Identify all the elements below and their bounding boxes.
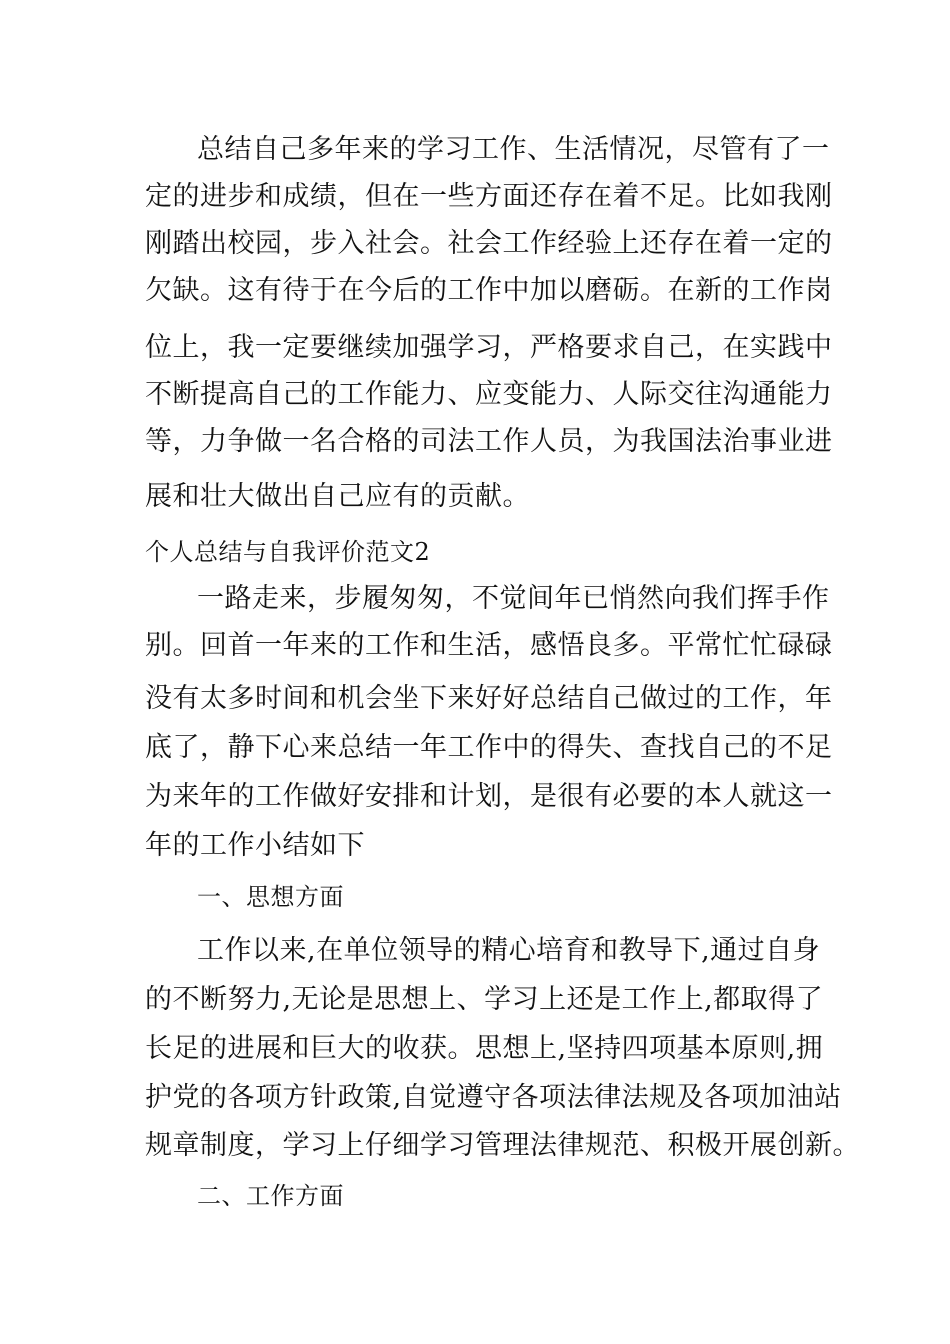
paragraph-line: 欠缺。这有待于在今后的工作中加以磨砺。在新的工作岗 <box>145 275 833 306</box>
paragraph-line: 长足的进展和巨大的收获。思想上,坚持四项基本原则,拥 <box>145 1033 824 1064</box>
paragraph-line: 位上，我一定要继续加强学习，严格要求自己，在实践中 <box>145 332 833 363</box>
paragraph-line: 一路走来，步履匆匆，不觉间年已悄然向我们挥手作 <box>197 583 830 614</box>
paragraph-line: 为来年的工作做好安排和计划，是很有必要的本人就这一 <box>145 781 833 812</box>
paragraph-line: 等，力争做一名合格的司法工作人员，为我国法治事业进 <box>145 426 833 457</box>
section-title: 个人总结与自我评价范文2 <box>145 538 431 566</box>
paragraph-line: 刚踏出校园，步入社会。社会工作经验上还存在着一定的 <box>145 228 833 259</box>
paragraph-line: 年的工作小结如下 <box>145 830 365 861</box>
subheading-work: 二、工作方面 <box>197 1182 344 1210</box>
paragraph-line: 底了，静下心来总结一年工作中的得失、查找自己的不足 <box>145 732 833 763</box>
paragraph-line: 的不断努力,无论是思想上、学习上还是工作上,都取得了 <box>145 984 824 1015</box>
paragraph-line: 没有太多时间和机会坐下来好好总结自己做过的工作，年 <box>145 683 833 714</box>
paragraph-line: 不断提高自己的工作能力、应变能力、人际交往沟通能力 <box>145 379 833 410</box>
paragraph-line: 别。回首一年来的工作和生活，感悟良多。平常忙忙碌碌 <box>145 630 833 661</box>
paragraph-line: 定的进步和成绩，但在一些方面还存在着不足。比如我刚 <box>145 181 833 212</box>
paragraph-line: 工作以来,在单位领导的精心培育和教导下,通过自身 <box>197 935 821 966</box>
paragraph-line: 护党的各项方针政策,自觉遵守各项法律法规及各项加油站 <box>145 1082 842 1113</box>
subheading-thought: 一、思想方面 <box>197 883 344 911</box>
paragraph-line: 展和壮大做出自己应有的贡献。 <box>145 481 530 512</box>
paragraph-line: 总结自己多年来的学习工作、生活情况，尽管有了一 <box>197 134 830 165</box>
paragraph-line: 规章制度，学习上仔细学习管理法律规范、积极开展创新。 <box>145 1130 860 1161</box>
